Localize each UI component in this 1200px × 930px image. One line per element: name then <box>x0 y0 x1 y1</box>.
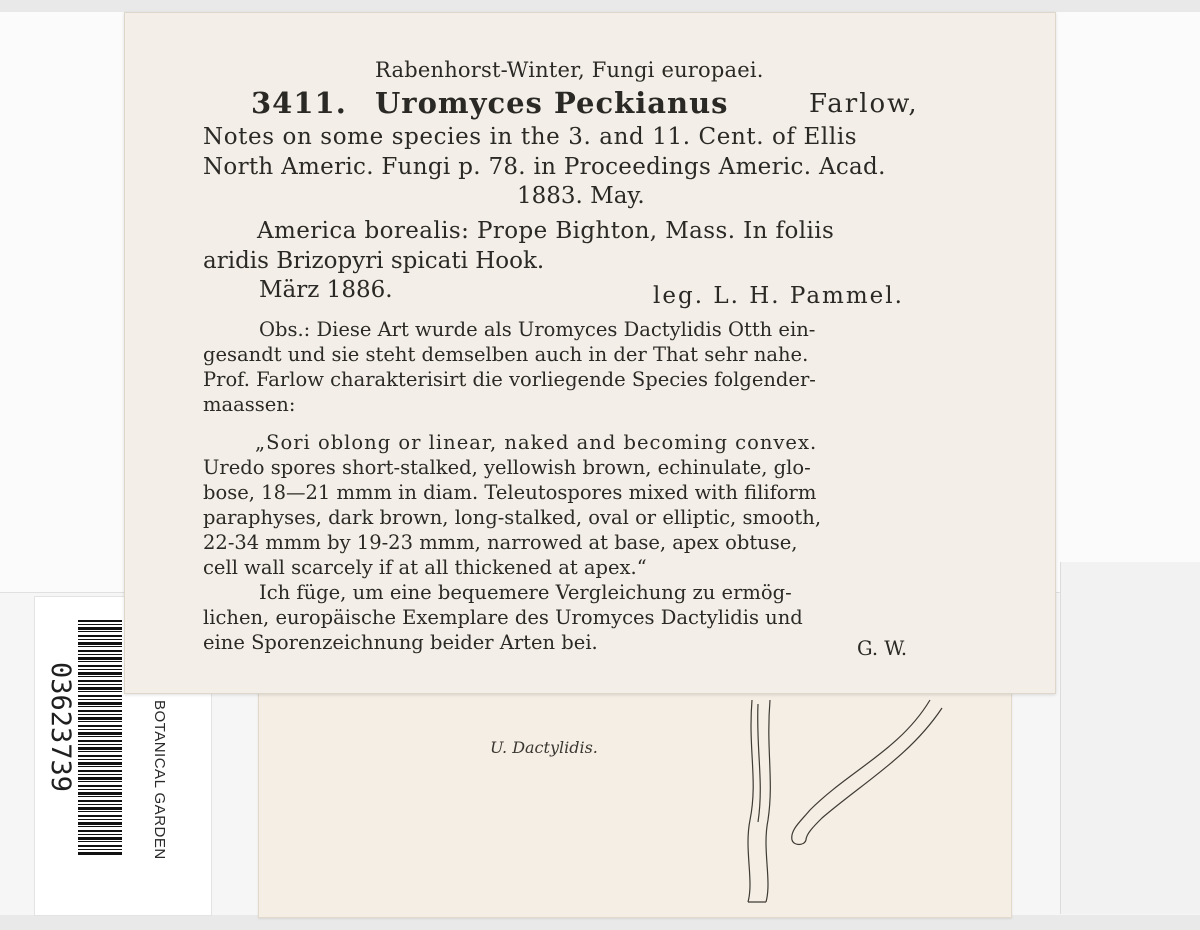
collection-date: März 1886. <box>259 277 393 303</box>
specimen-barcode <box>78 620 122 856</box>
collector: leg. L. H. Pammel. <box>653 283 904 309</box>
institution-name: BOTANICAL GARDEN <box>151 700 168 860</box>
sheet-right-strip <box>1060 562 1200 914</box>
citation-line-3: 1883. May. <box>517 183 645 209</box>
obs-line-3: Prof. Farlow charakterisirt die vorliegende Species folgender- <box>203 368 816 391</box>
species-author: Farlow, <box>809 89 919 119</box>
obs-line-4: maassen: <box>203 393 296 416</box>
citation-line-2: North Americ. Fungi p. 78. in Proceedings Americ. Acad. <box>203 154 886 180</box>
closing-line-1: Ich füge, um eine bequemere Vergleichung zu ermög- <box>259 581 792 604</box>
species-name: Uromyces Peckianus <box>375 86 729 120</box>
barcode-number: 03623739 <box>45 662 76 793</box>
locality-line-2: aridis Brizopyri spicati Hook. <box>203 248 545 274</box>
closing-line-3: eine Sporenzeichnung beider Arten bei. <box>203 631 598 654</box>
citation-line-1: Notes on some species in the 3. and 11. Cent. of Ellis <box>203 124 858 150</box>
locality-line-1: America borealis: Prope Bighton, Mass. In foliis <box>257 218 835 244</box>
quote-line-5: 22-34 mmm by 19-23 mmm, narrowed at base, apex obtuse, <box>203 531 798 554</box>
quote-line-3: bose, 18—21 mmm in diam. Teleutospores mixed with filiform <box>203 481 817 504</box>
quote-line-6: cell wall scarcely if at all thickened at apex.“ <box>203 556 647 579</box>
envelope-caption: U. Dactylidis. <box>490 738 598 757</box>
specimen-label <box>124 12 1056 694</box>
spore-drawing <box>730 690 950 910</box>
quote-line-4: paraphyses, dark brown, long-stalked, oval or elliptic, smooth, <box>203 506 822 529</box>
quote-line-2: Uredo spores short-stalked, yellowish brown, echinulate, glo- <box>203 456 811 479</box>
obs-line-1: Obs.: Diese Art wurde als Uromyces Dactylidis Otth ein- <box>259 318 816 341</box>
quote-line-1: „Sori oblong or linear, naked and becoming convex. <box>255 431 818 454</box>
label-header: Rabenhorst-Winter, Fungi europaei. <box>375 58 764 82</box>
signature: G. W. <box>857 637 908 660</box>
obs-line-2: gesandt und sie steht demselben auch in der That sehr nahe. <box>203 343 809 366</box>
exsiccata-number: 3411. <box>251 86 347 120</box>
closing-line-2: lichen, europäische Exemplare des Uromyces Dactylidis und <box>203 606 803 629</box>
